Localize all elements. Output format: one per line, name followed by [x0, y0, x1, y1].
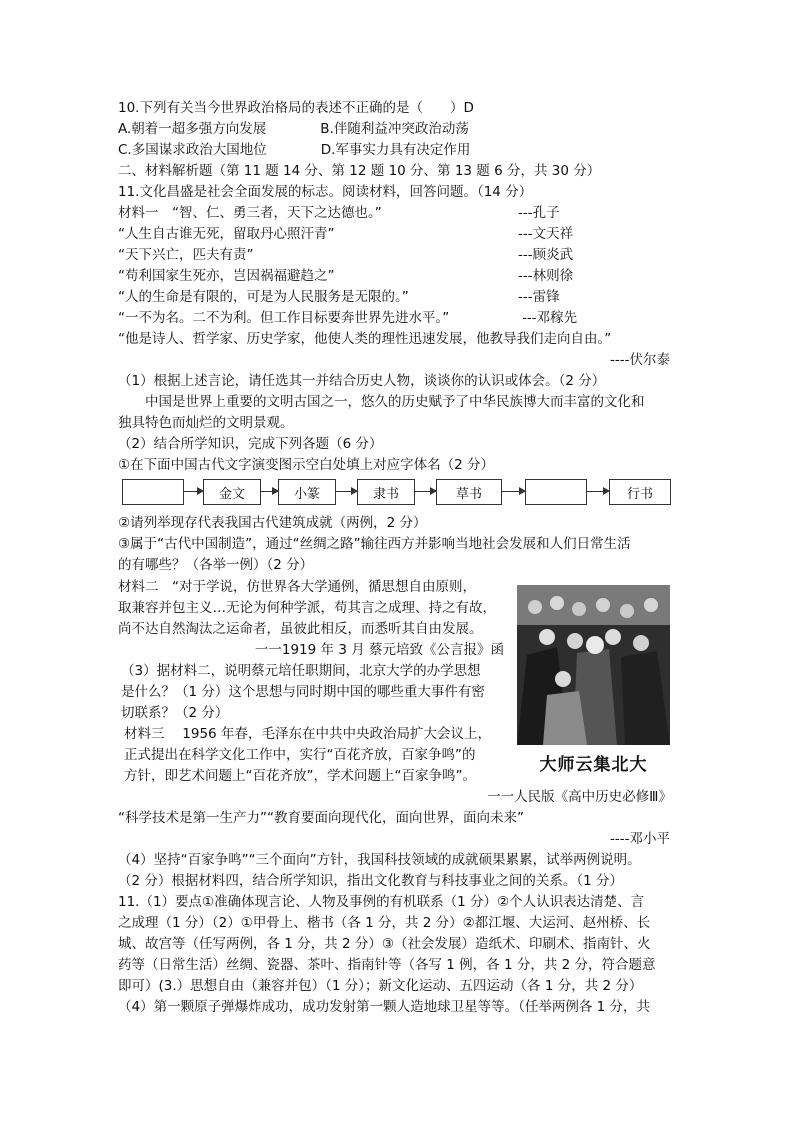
quote-text: “人生自古谁无死，留取丹心照汗青” — [118, 226, 335, 242]
quote-author: ---顾炎武 — [518, 247, 574, 263]
quote-author: ---文天祥 — [518, 226, 574, 242]
quote-text: “一不为名。二不为利。但工作目标要奔世界先进水平。” — [118, 310, 450, 326]
question-11-2: （2）结合所学知识，完成下列各题（6 分） — [118, 436, 383, 452]
question-11-3-line: 是什么？（1 分）这个思想与同时期中国的哪些重大事件有密 — [121, 684, 485, 700]
quote-text: “人的生命是有限的，可是为人民服务是无限的。” — [118, 289, 409, 305]
question-10-stem: 10.下列有关当今世界政治格局的表述不正确的是（ ）D — [118, 100, 474, 116]
question-11-3-line: 切联系？（2 分） — [121, 705, 229, 721]
quote-author: ---林则徐 — [518, 268, 574, 284]
material-2-line: 取兼容并包主义…无论为何种学派，苟其言之成理、持之有故， — [118, 600, 496, 616]
material-2-source: 一一1919 年 3 月 蔡元培致《公言报》函 — [254, 642, 504, 658]
script-box: 隶书 — [357, 479, 415, 505]
question-11-2-1: ①在下面中国古代文字演变图示空白处填上对应字体名（2 分） — [118, 457, 494, 473]
photo-illustration — [517, 585, 670, 745]
script-box: 金文 — [203, 479, 261, 505]
quote-text: 材料一 “智、仁、勇三者，天下之达德也。” — [118, 205, 382, 221]
intro-paragraph-line: 独具特色而灿烂的文明景观。 — [118, 415, 294, 431]
question-11-2-2: ②请列举现存代表我国古代建筑成就（两例，2 分） — [118, 515, 427, 531]
question-11-2-3-cont: 的有哪些？（各举一例）（2 分） — [118, 557, 314, 573]
quote-author: ---邓稼先 — [522, 310, 578, 326]
script-box: 行书 — [609, 479, 671, 505]
question-11-3: （3）据材料二，说明蔡元培任职期间，北京大学的办学思想 — [121, 663, 481, 679]
script-box: 草书 — [436, 479, 502, 505]
question-11-4: （4）坚持“百家争鸣”“三个面向”方针，我国科技领域的成就硕果累累，试举两例说明。 — [118, 852, 641, 868]
script-box-blank — [525, 479, 587, 505]
arrow — [261, 491, 278, 492]
question-11-1: （1）根据上述言论，请任选其一并结合历史人物，谈谈你的认识或体会。（2 分） — [118, 373, 606, 389]
quote-author: ---雷锋 — [518, 289, 560, 305]
photo-caption: 大师云集北大 — [539, 755, 648, 775]
material-3-line: 方针，即艺术问题上“百花齐放”，学术问题上“百家争鸣”。 — [124, 768, 476, 784]
answer-line: 药等（日常生活）丝绸、瓷器、茶叶、指南针等（各写 1 例，各 1 分，共 2 分，符合题意 — [118, 957, 656, 973]
arrow — [415, 491, 436, 492]
material-3-line: 材料三 1956 年春，毛泽东在中共中央政治局扩大会议上， — [124, 726, 491, 742]
answer-line: 城、故宫等（任写两例，各 1 分，共 2 分）③（社会发展）造纸术、印刷术、指南针、火 — [118, 936, 651, 952]
answer-line: 11.（1）要点①准确体现言论、人物及事例的有机联系（1 分）②个人认识表达清楚、言 — [118, 894, 645, 910]
quote-author: ---孔子 — [518, 205, 560, 221]
answer-line: 之成理（1 分）（2）①甲骨上、楷书（各 1 分，共 2 分）②都江堰、大运河、赵州桥、长 — [118, 915, 651, 931]
intro-paragraph-line: 中国是世界上重要的文明古国之一，悠久的历史赋予了中华民族博大而丰富的文化和 — [118, 394, 645, 410]
question-11-4-cont: （2 分）根据材料四，结合所学知识，指出文化教育与科技事业之间的关系。（1 分） — [118, 873, 624, 889]
material-2-line: 材料二 “对于学说，仿世界各大学通例，循思想自由原则， — [118, 579, 476, 595]
options-cd: C.多国谋求政治大国地位 D.军事实力具有决定作用 — [118, 142, 471, 158]
material-3-source: 一一人民版《高中历史必修Ⅲ》 — [487, 789, 672, 805]
arrow — [336, 491, 357, 492]
deng-quote: “科学技术是第一生产力”“教育要面向现代化，面向世界，面向未来” — [118, 810, 524, 826]
material-3-line: 正式提出在科学文化工作中，实行“百花齐放，百家争鸣”的 — [124, 747, 476, 763]
question-11-stem: 11.文化昌盛是社会全面发展的标志。阅读材料，回答问题。（14 分） — [118, 184, 533, 200]
answer-line: 即可）(3.）思想自由（兼容并包）（1 分）；新文化运动、五四运动（各 1 分，共 2 分） — [118, 978, 643, 994]
historical-photo — [517, 585, 670, 745]
material-2-line: 尚不达自然淘汰之运命者，虽彼此相反，而悉听其自由发展。 — [118, 621, 483, 637]
script-box-blank — [122, 479, 184, 505]
voltaire-author: ----伏尔泰 — [610, 352, 670, 368]
deng-author: ----邓小平 — [610, 831, 670, 847]
section-heading: 二、材料解析题（第 11 题 14 分、第 12 题 10 分、第 13 题 6 分，共 30 分） — [118, 163, 601, 179]
voltaire-quote: “他是诗人、哲学家、历史学家，他使人类的理性迅速发展，他教导我们走向自由。” — [118, 331, 612, 347]
quote-text: “苟利国家生死亦，岂因祸福避趋之” — [118, 268, 335, 284]
answer-line: （4）第一颗原子弹爆炸成功，成功发射第一颗人造地球卫星等等。（任举两例各 1 分，共 — [118, 999, 651, 1015]
script-box: 小篆 — [278, 479, 336, 505]
arrow — [184, 491, 203, 492]
arrow — [587, 491, 609, 492]
quote-text: “天下兴亡，匹夫有责” — [118, 247, 254, 263]
question-11-2-3: ③属于“古代中国制造”，通过“丝绸之路”输往西方并影响当地社会发展和人们日常生活 — [118, 536, 631, 552]
options-ab: A.朝着一超多强方向发展 B.伴随利益冲突政治动荡 — [118, 121, 469, 137]
arrow — [502, 491, 525, 492]
